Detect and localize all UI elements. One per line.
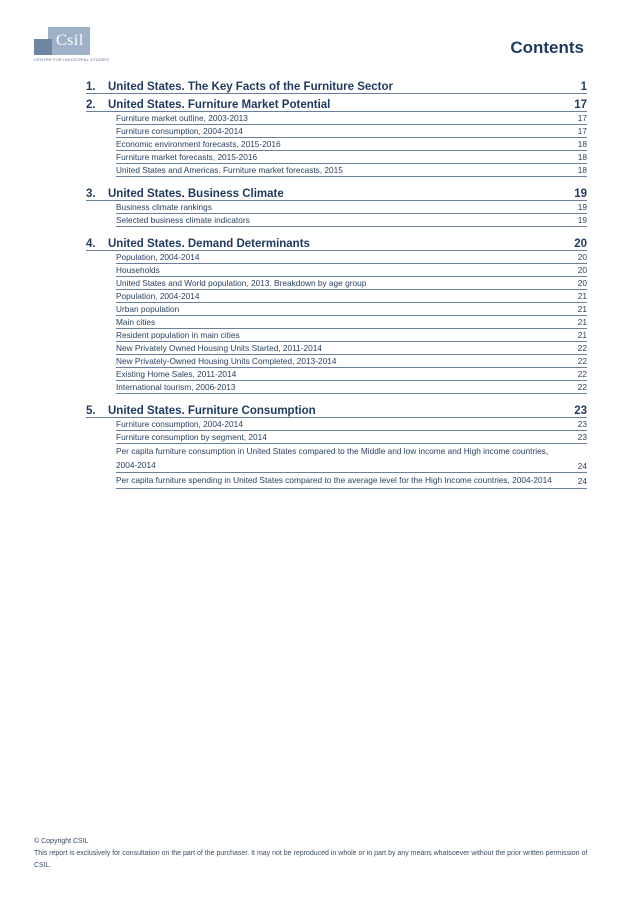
section-number: 5. bbox=[86, 405, 96, 417]
toc-section-heading[interactable] bbox=[86, 400, 587, 418]
toc-item-title: Resident population in main cities bbox=[116, 329, 240, 340]
table-of-contents bbox=[86, 76, 587, 489]
toc-section-heading[interactable] bbox=[86, 94, 587, 112]
toc-item-title: International tourism, 2006-2013 bbox=[116, 381, 236, 392]
section-title: United States. Demand Determinants bbox=[108, 238, 310, 250]
toc-item-title: Furniture consumption, 2004-2014 bbox=[116, 418, 243, 429]
toc-item-title: United States and Americas. Furniture market forecasts, 2015 bbox=[116, 164, 343, 175]
section-page: 20 bbox=[574, 238, 587, 250]
toc-item-title: Households bbox=[116, 264, 160, 275]
toc-item-page: 22 bbox=[577, 342, 587, 353]
toc-item-page: 20 bbox=[577, 277, 587, 288]
toc-item[interactable] bbox=[116, 355, 587, 368]
toc-item[interactable] bbox=[116, 381, 587, 394]
footer-notice: This report is exclusively for consultation on the part of the purchaser. It may not be reproduced in whole or in part by any means whatsoever without the prior written permission of CSIL. bbox=[34, 850, 588, 869]
toc-item-title: Population, 2004-2014 bbox=[116, 251, 200, 262]
section-number: 4. bbox=[86, 238, 96, 250]
toc-item-title: Per capita furniture spending in United States compared to the average level for the High Income countries, 2004-2014 bbox=[116, 475, 552, 485]
logo-square-dark bbox=[34, 39, 52, 55]
toc-item-page: 23 bbox=[577, 418, 587, 429]
toc-item-title: Urban population bbox=[116, 303, 180, 314]
toc-items bbox=[116, 112, 587, 177]
toc-item[interactable] bbox=[116, 290, 587, 303]
toc-item-page: 22 bbox=[577, 381, 587, 392]
section-number: 3. bbox=[86, 188, 96, 200]
toc-item[interactable] bbox=[116, 214, 587, 227]
toc-item-page: 21 bbox=[577, 329, 587, 340]
section-number: 2. bbox=[86, 99, 96, 111]
toc-item-page: 22 bbox=[577, 368, 587, 379]
toc-item-page: 23 bbox=[577, 431, 587, 442]
footer bbox=[34, 836, 594, 872]
section-title: United States. Furniture Market Potential bbox=[108, 99, 331, 111]
toc-item-title: Furniture market outline, 2003-2013 bbox=[116, 112, 248, 123]
toc-item-title: Furniture market forecasts, 2015-2016 bbox=[116, 151, 258, 162]
section-number: 1. bbox=[86, 81, 96, 93]
copyright-text: © Copyright CSIL bbox=[34, 838, 89, 845]
toc-item-page: 21 bbox=[577, 316, 587, 327]
toc-item-page: 21 bbox=[577, 290, 587, 301]
toc-item[interactable] bbox=[116, 316, 587, 329]
toc-item[interactable] bbox=[116, 473, 587, 489]
toc-section-1 bbox=[86, 76, 587, 94]
toc-item-page: 17 bbox=[577, 112, 587, 123]
toc-items bbox=[116, 251, 587, 394]
toc-section-4 bbox=[86, 233, 587, 394]
toc-item-title: Furniture consumption by segment, 2014 bbox=[116, 431, 267, 442]
toc-item-page: 19 bbox=[577, 214, 587, 225]
csil-logo bbox=[34, 27, 108, 63]
toc-section-heading[interactable] bbox=[86, 233, 587, 251]
toc-item-title: Main cities bbox=[116, 316, 156, 327]
toc-items bbox=[116, 201, 587, 227]
toc-item-page: 19 bbox=[577, 201, 587, 212]
toc-item-title: Business climate rankings bbox=[116, 201, 212, 212]
logo-text: Csil bbox=[56, 32, 84, 49]
toc-item[interactable] bbox=[116, 444, 587, 473]
section-title: United States. Business Climate bbox=[108, 188, 284, 200]
section-page: 1 bbox=[580, 81, 587, 93]
section-title: United States. The Key Facts of the Furniture Sector bbox=[108, 81, 393, 93]
toc-item[interactable] bbox=[116, 431, 587, 444]
toc-item[interactable] bbox=[116, 151, 587, 164]
logo-subtitle: CENTRE FOR INDUSTRIAL STUDIES bbox=[34, 57, 109, 62]
toc-item[interactable] bbox=[116, 342, 587, 355]
toc-section-3 bbox=[86, 183, 587, 227]
toc-item-title: Per capita furniture consumption in United States compared to the Middle and low income and High income countries, 2004-2014 bbox=[116, 446, 549, 470]
toc-item[interactable] bbox=[116, 264, 587, 277]
toc-items bbox=[116, 418, 587, 489]
toc-section-heading[interactable] bbox=[86, 183, 587, 201]
toc-item-title: Existing Home Sales, 2011-2014 bbox=[116, 368, 237, 379]
toc-item-title: New Privately-Owned Housing Units Completed, 2013-2014 bbox=[116, 355, 337, 366]
toc-section-2 bbox=[86, 94, 587, 177]
toc-item-title: Selected business climate indicators bbox=[116, 214, 250, 225]
toc-item-page: 20 bbox=[577, 251, 587, 262]
toc-item-page: 24 bbox=[577, 476, 587, 486]
toc-item-title: Population, 2004-2014 bbox=[116, 290, 200, 301]
toc-item[interactable] bbox=[116, 138, 587, 151]
toc-item-title: Economic environment forecasts, 2015-2016 bbox=[116, 138, 281, 149]
toc-item[interactable] bbox=[116, 125, 587, 138]
section-page: 23 bbox=[574, 405, 587, 417]
toc-item-page: 18 bbox=[577, 138, 587, 149]
toc-item-title: Furniture consumption, 2004-2014 bbox=[116, 125, 243, 136]
toc-item-page: 18 bbox=[577, 164, 587, 175]
toc-item-page: 20 bbox=[577, 264, 587, 275]
toc-item[interactable] bbox=[116, 418, 587, 431]
toc-item-page: 22 bbox=[577, 355, 587, 366]
page-title: Contents bbox=[510, 38, 584, 57]
toc-item[interactable] bbox=[116, 277, 587, 290]
toc-section-heading[interactable] bbox=[86, 76, 587, 94]
toc-item-title: New Privately Owned Housing Units Started, 2011-2014 bbox=[116, 342, 322, 353]
toc-item[interactable] bbox=[116, 303, 587, 316]
toc-item-title: United States and World population, 2013. Breakdown by age group bbox=[116, 277, 367, 288]
toc-item[interactable] bbox=[116, 251, 587, 264]
toc-item-page: 24 bbox=[577, 460, 587, 471]
toc-item[interactable] bbox=[116, 329, 587, 342]
toc-item[interactable] bbox=[116, 112, 587, 125]
section-page: 19 bbox=[574, 188, 587, 200]
section-title: United States. Furniture Consumption bbox=[108, 405, 316, 417]
toc-item-page: 21 bbox=[577, 303, 587, 314]
toc-item[interactable] bbox=[116, 368, 587, 381]
toc-item-page: 18 bbox=[577, 151, 587, 162]
toc-item[interactable] bbox=[116, 201, 587, 214]
toc-item-page: 17 bbox=[577, 125, 587, 136]
toc-item[interactable] bbox=[116, 164, 587, 177]
toc-section-5 bbox=[86, 400, 587, 489]
section-page: 17 bbox=[574, 99, 587, 111]
